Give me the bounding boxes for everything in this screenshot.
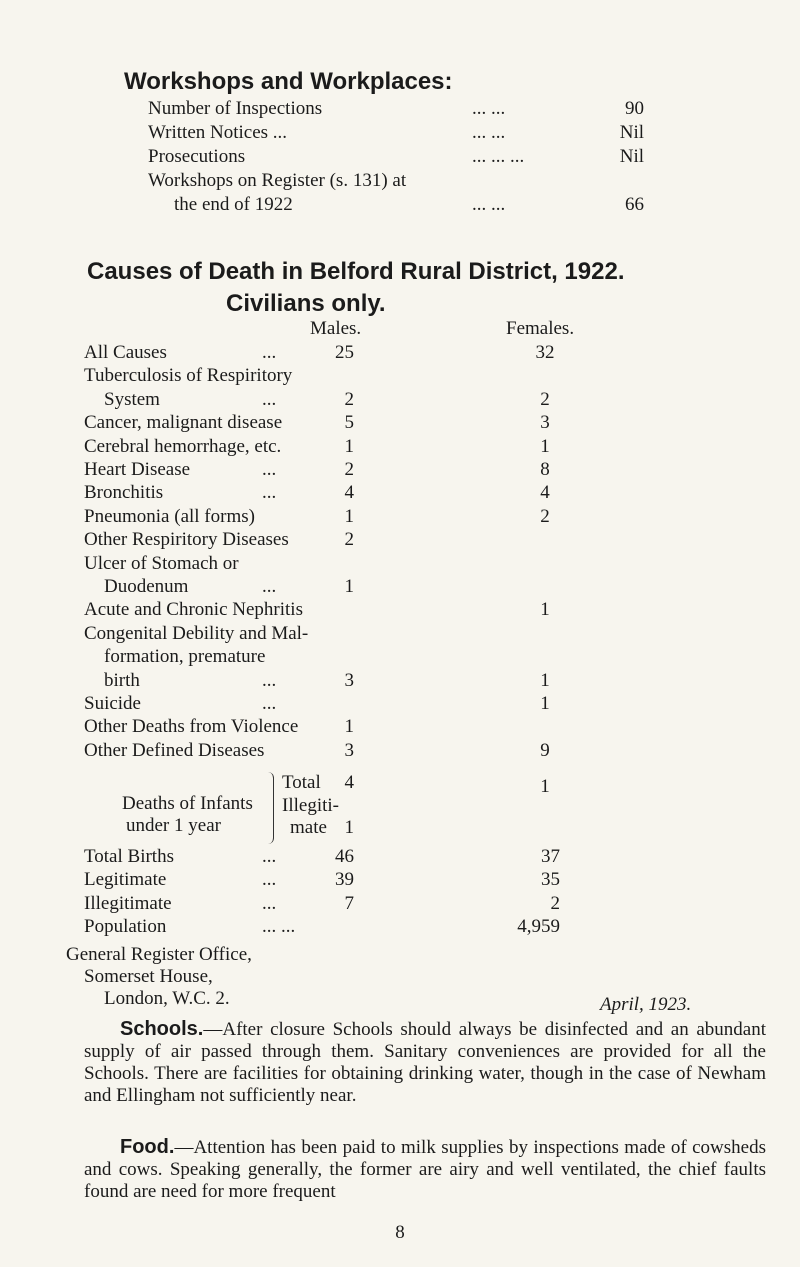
birth-row-females: 37 [541, 846, 560, 867]
cause-row-males: 5 [344, 412, 354, 434]
cause-row-males: 2 [344, 388, 354, 410]
infants-label-2: under 1 year [126, 815, 221, 836]
birth-row-dots: ... [262, 892, 277, 914]
cause-row-females: 2 [540, 388, 550, 410]
infants-illeg-value: 1 [344, 817, 354, 838]
workshops-row-label: Number of Inspections [148, 98, 323, 119]
cause-row-label: Duodenum [104, 576, 189, 597]
infants-brace [268, 772, 274, 844]
source-line-3: London, W.C. 2. [104, 988, 230, 1009]
cause-row-dots: ... [262, 459, 277, 480]
birth-row-label: Total Births [84, 846, 174, 867]
cause-row-females: 1 [540, 693, 550, 714]
schools-paragraph [84, 1018, 766, 1107]
workshops-row-label: the end of 1922 [174, 194, 293, 215]
cause-row-females: 4 [540, 482, 550, 504]
cause-row-label: All Causes [84, 342, 167, 363]
cause-row-males: 2 [344, 529, 354, 551]
infants-total-label: Total [282, 772, 321, 793]
birth-row-males: 7 [344, 892, 354, 914]
cause-row-males: 1 [344, 435, 354, 457]
schools-text: —After closure Schools should always be disinfected and an abundant supply of air passed through them. Sanitary conveniences are provided for all the Schools. There are facilities for obtaining drinking water, though in the case of Newham and Ellingham not sufficiently near. [84, 1019, 766, 1106]
cause-row-dots: ... [262, 342, 277, 363]
cause-row-males: 4 [344, 482, 354, 504]
birth-row-females: 35 [541, 869, 560, 891]
schools-lead: Schools. [120, 1018, 204, 1040]
birth-row-males: 46 [335, 846, 354, 867]
col-females-header: Females. [506, 318, 575, 339]
infants-total-females: 1 [540, 776, 550, 797]
cause-row-males: 1 [344, 716, 354, 738]
birth-row-label: Legitimate [84, 869, 167, 891]
cause-row-dots: ... [262, 388, 277, 410]
cause-row-label: Heart Disease [84, 459, 191, 480]
cause-row-dots: ... [262, 576, 277, 597]
cause-row-label: Bronchitis [84, 482, 164, 504]
cause-row-label: formation, premature [104, 646, 266, 668]
cause-row-label: Congenital Debility and Mal- [84, 622, 309, 644]
cause-row-males: 1 [344, 576, 354, 597]
cause-row-females: 2 [540, 505, 550, 527]
workshops-row-value: Nil [619, 122, 644, 143]
cause-row-dots: ... [262, 669, 277, 691]
cause-row-label: Acute and Chronic Nephritis [84, 599, 303, 621]
workshops-row-dots: ... ... [472, 98, 506, 119]
cause-row-label: Cerebral hemorrhage, etc. [84, 435, 282, 457]
cause-row-label: Other Deaths from Violence [84, 716, 299, 738]
birth-row-label: Illegitimate [84, 892, 172, 914]
cause-row-females: 1 [540, 669, 550, 691]
cause-row-females: 1 [540, 599, 550, 621]
cause-row-label: Other Respiritory Diseases [84, 529, 289, 551]
cause-row-males: 2 [344, 459, 354, 480]
infants-illeg-label-2: mate [290, 817, 327, 838]
causes-subtitle: Civilians only. [226, 290, 386, 317]
birth-row-males: 39 [335, 869, 354, 891]
cause-row-females: 1 [540, 435, 550, 457]
source-date: April, 1923. [600, 994, 692, 1015]
workshops-heading: Workshops and Workplaces: [124, 68, 453, 95]
birth-row-label: Population [84, 916, 167, 938]
cause-row-dots: ... [262, 693, 277, 714]
cause-row-label: Suicide [84, 693, 141, 714]
workshops-row-value: Nil [619, 146, 644, 167]
cause-row-males: 25 [335, 342, 354, 363]
workshops-row-dots: ... ... [472, 122, 506, 143]
cause-row-females: 32 [535, 342, 555, 363]
workshops-row-label: Workshops on Register (s. 131) at [148, 170, 407, 191]
cause-row-label: Ulcer of Stomach or [84, 552, 239, 574]
infants-label-1: Deaths of Infants [122, 793, 253, 814]
birth-row-dots: ... [262, 869, 277, 891]
birth-row-dots: ... [262, 846, 277, 867]
infants-illeg-label-1: Illegiti- [282, 795, 339, 816]
workshops-row-value: 90 [625, 98, 644, 119]
cause-row-males: 3 [344, 669, 354, 691]
cause-row-males: 1 [344, 505, 354, 527]
workshops-row-value: 66 [625, 194, 644, 215]
birth-row-females: 4,959 [517, 916, 560, 938]
infants-total-value: 4 [344, 772, 354, 793]
food-paragraph [84, 1136, 766, 1203]
cause-row-label: Other Defined Diseases [84, 739, 265, 761]
causes-title: Causes of Death in Belford Rural District, 1922. [87, 258, 625, 285]
workshops-row-dots: ... ... ... [472, 146, 525, 167]
cause-row-label: Cancer, malignant disease [84, 412, 283, 434]
workshops-row-label: Prosecutions [148, 146, 246, 167]
cause-row-dots: ... [262, 482, 277, 504]
food-lead: Food. [120, 1136, 175, 1158]
cause-row-label: Tuberculosis of Respiritory [84, 365, 293, 387]
birth-row-dots: ... ... [262, 916, 296, 938]
food-text: —Attention has been paid to milk supplies by inspections made of cowsheds and cows. Speaking generally, the former are airy and well ventilated, the chief faults found are need for more frequent [84, 1137, 766, 1202]
workshops-row-label: Written Notices ... [148, 122, 288, 143]
workshops-row-dots: ... ... [472, 194, 506, 215]
cause-row-females: 9 [540, 739, 550, 761]
page-number: 8 [395, 1222, 405, 1243]
cause-row-males: 3 [344, 739, 354, 761]
cause-row-females: 8 [540, 459, 550, 480]
cause-row-females: 3 [540, 412, 550, 434]
source-line-2: Somerset House, [84, 966, 213, 987]
cause-row-label: Pneumonia (all forms) [84, 505, 255, 527]
source-line-1: General Register Office, [66, 944, 252, 965]
cause-row-label: birth [104, 669, 140, 691]
col-males-header: Males. [310, 318, 362, 339]
birth-row-females: 2 [550, 892, 560, 914]
cause-row-label: System [104, 388, 160, 410]
